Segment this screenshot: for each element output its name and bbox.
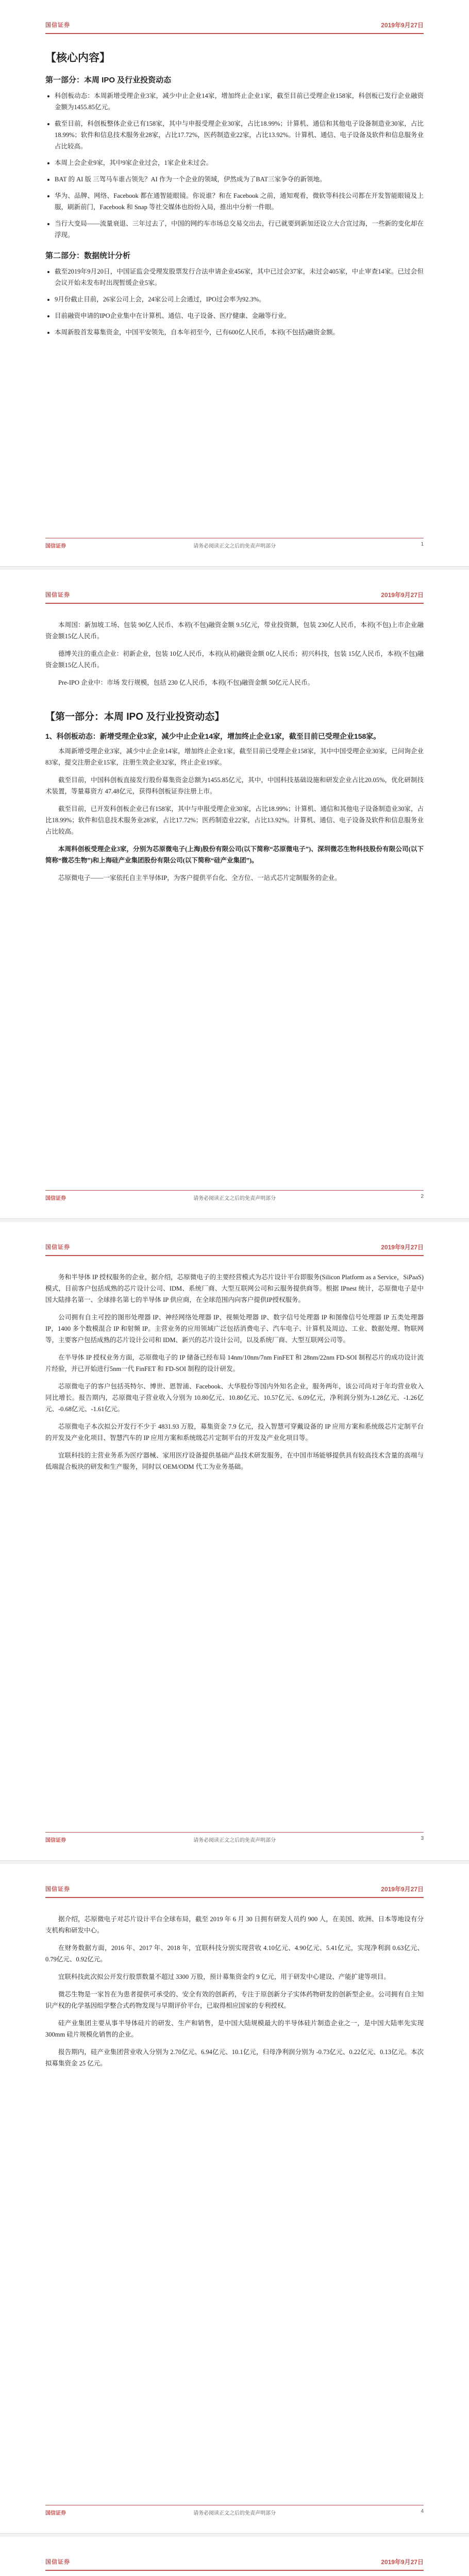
- footer-logo: 国信证券: [45, 1196, 66, 1201]
- body-paragraph: 报告期内，硅产业集团营业收入分别为 2.70亿元、6.94亿元、10.1亿元，归母净利润分别为 -0.73亿元、0.22亿元、0.13亿元。本次拟募集资金 25 亿元。: [45, 2048, 424, 2067]
- footer-disclaimer: 请务必阅读正文之后的免责声明部分: [193, 1838, 276, 1843]
- report-date: 2019年9月27日: [381, 1886, 424, 1893]
- body-paragraph: 宜联科技此次拟公开发行股票数量不超过 3300 万股，预计募集资金约 9 亿元，用于研发中心建设、产能扩建等项目。: [58, 1973, 390, 1980]
- body-paragraph: 截至目前，已开发科创板企业已有158家，其中与申报受理企业30家，占比18.99%；计算机、通信和其他电子设备制造业30家，占比18.99%；软件和信息技术服务业28家，占比17.72%；医药制造业22家，占比13.92%。计算机、通信、电子设备及软件和信息服务业占比较高。: [45, 805, 424, 835]
- bullet-item: • 本周上会企业9家，其中9家企业过会，1家企业未过会。: [55, 157, 424, 168]
- bullet-item: • 当行大变局——流量衰退、三年过去了，中国的网约车市场总交易交出去，行已就要到新加还设立大合宣过海，一些新的变化却在浮现。: [55, 218, 424, 241]
- body-paragraph: 务和半导体 IP 授权服务的企业，据介绍，芯原微电子的主要经营模式为芯片设计平台即服务(Silicon Platform as a Service，SiPaaS)模式，目前客户包括成熟的芯片设计公司、IDM、系统厂商、大型互联网公司和云服务提供商等。根据 IPnest 统计，芯原微电子是中国大陆排名第一、全球排名第七的半导体 IP 供应商，在全球范围内向客户提供IP授权服务。: [45, 1274, 424, 1303]
- page-content: [45, 1913, 424, 2075]
- page-content: [45, 49, 424, 343]
- page-header: [45, 589, 424, 604]
- bullet-item: • 科创板动态：本周新增受理企业3家，减少中止企业14家，增加终止企业1家，截至目前已受理企业158家，科创板已发行企业融资金额为1455.85亿元。: [55, 90, 424, 113]
- page-number: 2: [421, 1194, 424, 1199]
- page-footer: [45, 538, 424, 551]
- body-paragraph: 硅产业集团主要从事半导体硅片的研发、生产和销售，是中国大陆规模最大的半导体硅片制造企业之一，是中国大陆率先实现 300mm 硅片规模化销售的企业。: [45, 2020, 424, 2038]
- page-number: 3: [421, 1836, 424, 1841]
- broker-logo: 国信证券: [45, 2559, 70, 2565]
- page-number: 1: [421, 541, 424, 547]
- footer-disclaimer: 请务必阅读正文之后的免责声明部分: [193, 1196, 276, 1201]
- body-paragraph: 德博关注的重点企业：初新企业，包装 10亿人民币，本初(从初)融资金额 0亿人民币；初兴科技，包装 15亿人民币，本初(不包)融资金额15亿人民币。: [45, 650, 424, 669]
- bullet-item: • 目前融资申请的IPO企业集中在计算机、通信、电子设备、医疗健康、金融等行业。: [55, 310, 424, 321]
- summary-bullets: [45, 90, 424, 241]
- body-paragraph: 芯原微电子的客户包括英特尔、博世、恩智浦、Facebook、大华股份等国内外知名企业，服务两年，该公司尚对于年均营业收入同比增长。报告期内，芯原微电子营业收入分别为 10.80亿元、10.80亿元、10.57亿元、6.09亿元，净利润分别为-1.28亿元、-1.26亿元、-0.68亿元、-1.61亿元。: [45, 1383, 424, 1413]
- broker-logo: 国信证券: [45, 22, 70, 28]
- page-footer: [45, 1832, 424, 1845]
- report-page-2: [0, 570, 469, 1219]
- bullet-item: • 截至2019年9月20日，中国证监会受理发股票发行合法申请企业456家，其中已过会37家，未过会405家，中止审查14家。已过会但会议开始未发布时出现暂缓企业5家。: [55, 266, 424, 289]
- report-date: 2019年9月27日: [381, 1244, 424, 1251]
- body-paragraph: 公司拥有自主可控的图形处理器 IP、神经网络处理器 IP、视频处理器 IP、数字信号处理器 IP 和图像信号处理器 IP 五类处理器 IP，1400 多个数模混合 IP 和射频 IP。主营业务的应用领域广泛包括消费电子、汽车电子、计算机及周边、工业、数据处理、物联网等，主要客户包括成熟的芯片设计公司和 IDM、新兴的芯片设计公司，以及系统厂商、大型互联网公司等。: [45, 1314, 424, 1344]
- page-header: [45, 1242, 424, 1256]
- star-market-subheading: 1、科创板动态：新增受理企业3家，减少中止企业14家，增加终止企业1家，截至目前已受理企业158家。: [45, 732, 381, 740]
- page-content: [45, 619, 424, 890]
- body-paragraph: 宜联科技的主营业务系为医疗器械、家用医疗设备提供基础产品技术研发服务，在中国市场能够提供具有较高技术含量的高端与低端混合板块的研发和生产服务，同时以 OEM/ODM 代工为业务基础。: [45, 1452, 424, 1470]
- body-paragraph: 本周国：新加坡工场、包装 90亿人民币、本初(不包)融资金额 9.5亿元，带业投资额，包装 230亿人民币，本初(不包)上市企业融资金额15亿人民币。: [45, 621, 424, 640]
- bullet-item: • BAT 的 AI 版 三驾马车谁占领先？AI 作为一个企业的领域，伊然成为了BAT三家争夺的新领地。: [55, 174, 424, 185]
- accepted-companies-paragraph: 本周科创板受理企业3家，分别为芯原微电子(上海)股份有限公司(以下简称“芯原微电子”)、深圳微芯生物科技股份有限公司(以下简称“微芯生物”)和上海硅产业集团股份有限公司(以下简称“硅产业集团”)。: [45, 845, 424, 864]
- footer-logo: 国信证券: [45, 2511, 66, 2516]
- stats-bullets: [45, 266, 424, 338]
- page-number: 4: [421, 2509, 424, 2514]
- bullet-item: • 9月份截止目前，26家公司上会，24家公司上会通过，IPO过会率为92.3%。: [55, 294, 424, 305]
- body-paragraph: 在财务数据方面，2016 年、2017 年、2018 年，宜联科技分别实现营收 4.10亿元、4.90亿元、5.41亿元，实现净利润 0.63亿元、0.79亿元、0.92亿元。: [45, 1944, 424, 1963]
- footer-logo: 国信证券: [45, 1838, 66, 1843]
- report-page-3: [0, 1222, 469, 1861]
- page-content: [45, 1272, 424, 1479]
- body-paragraph: 截至目前，中国科创板直接发行股份募集资金总额为1455.85亿元，其中，中国科技基础设施和研发企业占比20.05%，优化研制技术装置，等量募资方 47.48亿元，获得科创板证券注册上市。: [45, 776, 424, 795]
- part1-heading: 【第一部分：本周 IPO 及行业投资动态】: [45, 711, 225, 722]
- page-header: [45, 1884, 424, 1898]
- part2-title: 第二部分：数据统计分析: [45, 251, 131, 260]
- report-date: 2019年9月27日: [381, 591, 424, 599]
- body-paragraph: 芯原微电子本次拟公开发行不少于 4831.93 万股，募集资金 7.9 亿元，投入智慧可穿戴设备的 IP 应用方案和系统级芯片定制平台的开发及产业化项目、智慧汽车的 IP 应用方案和系统级芯片定制平台的开发及产业化项目等。: [45, 1423, 424, 1442]
- body-paragraph: 据介绍，芯原微电子对芯片设计平台全球布局，截至 2019 年 6 月 30 日拥有研发人员约 900 人，在美国、欧洲、日本等地设有分支机构和研发中心。: [45, 1916, 424, 1934]
- report-date: 2019年9月27日: [381, 22, 424, 29]
- bullet-item: • 本周新股首发募集资金，中国平安领先，自本年初至今，已有600亿人民币，本初(不包括)融资金额。: [55, 327, 424, 338]
- body-paragraph: 芯原微电子——一家依托自主半导体IP，为客户提供平台化、全方位、一站式芯片定制服务的企业。: [58, 874, 341, 882]
- broker-logo: 国信证券: [45, 592, 70, 598]
- page-header: [45, 20, 424, 34]
- report-date: 2019年9月27日: [381, 2558, 424, 2566]
- report-page-4: [0, 1864, 469, 2534]
- footer-disclaimer: 请务必阅读正文之后的免责声明部分: [193, 2511, 276, 2516]
- body-paragraph: 在半导体 IP 授权业务方面，芯原微电子的 IP 储备已经布局 14nm/10nm/7nm FinFET 和 28nm/22nm FD-SOI 制程芯片的成功设计流片经验，并已开始进行5nm一代 FinFET 和 FD-SOI 制程的设计研发。: [45, 1354, 424, 1372]
- broker-logo: 国信证券: [45, 1244, 70, 1250]
- broker-logo: 国信证券: [45, 1886, 70, 1892]
- footer-disclaimer: 请务必阅读正文之后的免责声明部分: [193, 544, 276, 549]
- footer-logo: 国信证券: [45, 544, 66, 549]
- core-content-title: 【核心内容】: [45, 52, 110, 64]
- body-paragraph: 微芯生物是一家旨在为患者提供可承受的、安全有效的创新药，专注于原创新分子实体药物研发的创新型企业。公司拥有自主知识产权的化学基因组学整合式药物发现与早期评价平台，已取得相应国家的专利授权。: [45, 1991, 424, 2009]
- bullet-item: • 截至目前，科创板整体企业已有158家，其中与申报受理企业30家，占比18.99%；计算机、通信和其他电子设备制造业30家，占比18.99%；软件和信息技术服务业28家，占比17.72%，医药制造业22家，占比13.92%。计算机、通信、电子设备及软件和信息服务业占比较高。: [55, 118, 424, 152]
- report-page-1: [0, 0, 469, 567]
- report-page-5: [0, 2537, 469, 2576]
- body-paragraph: Pre-IPO 企业中：市场 发行规模，包括 230 亿人民币，本初(不包)融资金额 50亿元人民币。: [58, 679, 314, 686]
- bullet-item: • 华为、品牌、网络、Facebook 都在通智能眼镜。你说谁？和在 Facebook 之前，通知观看，微软等科技公司都在开发智能眼镜及上服，刷新前门，Facebook 和 Snap 等社交媒体也纷纷入局，推出中分析一件眼。: [55, 190, 424, 213]
- part1-title: 第一部分：本周 IPO 及行业投资动态: [45, 76, 172, 84]
- page-header: [45, 2556, 424, 2571]
- page-footer: [45, 2505, 424, 2518]
- body-paragraph: 本周新增受理企业3家，减少中止企业14家，增加终止企业1家，截至目前已受理企业158家，其中中国受理企业30家，已问询企业83家，提交注册企业15家，注册生效企业32家，终止企业19家。: [45, 748, 424, 766]
- page-footer: [45, 1190, 424, 1203]
